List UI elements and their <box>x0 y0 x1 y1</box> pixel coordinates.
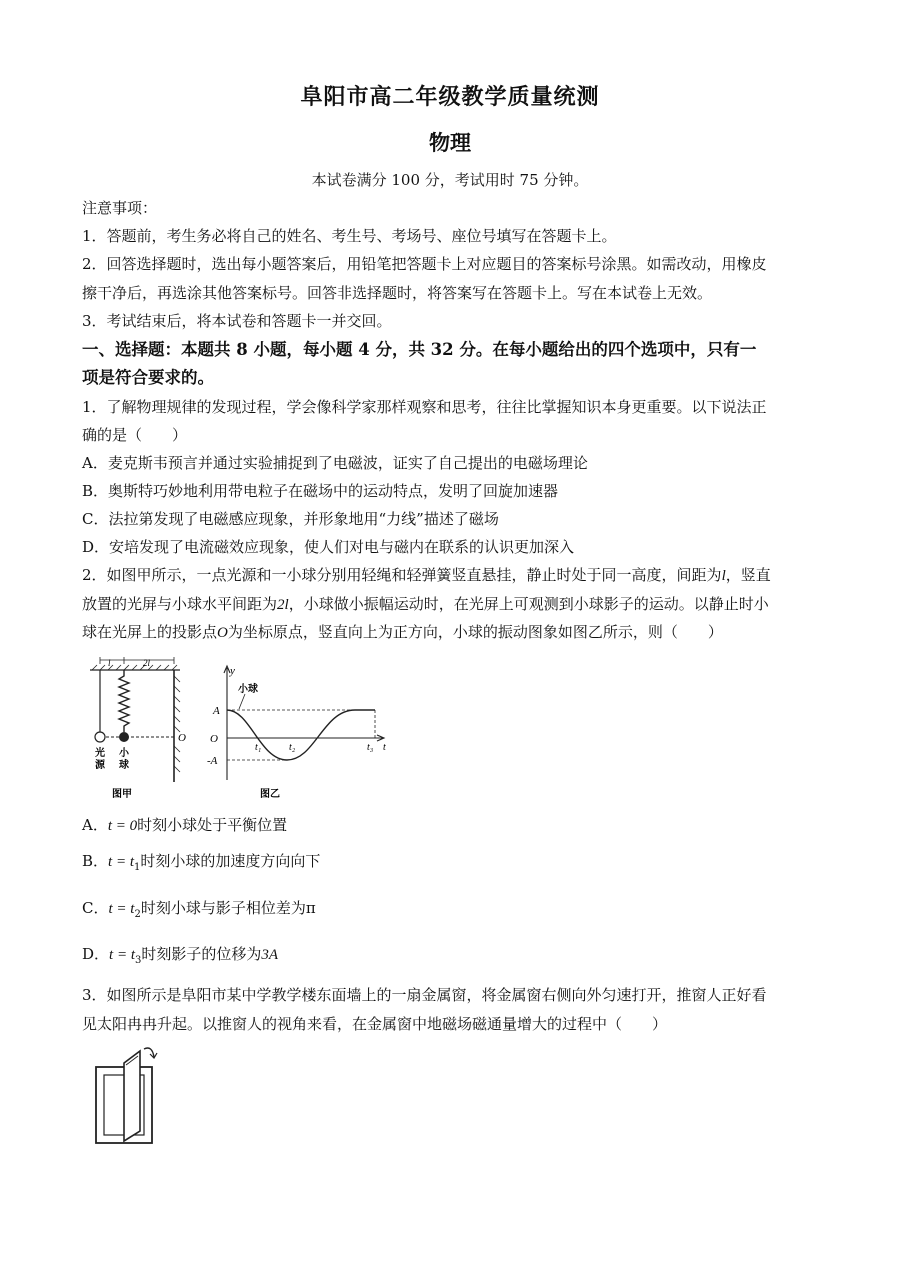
fig-a-source-label-1: 光 <box>95 748 105 759</box>
var-2l: 2l <box>277 597 289 613</box>
q1-option-d: D．安培发现了电流磁效应现象，使人们对电与磁内在联系的认识更加深入 <box>82 538 575 556</box>
fig-a-caption: 图甲 <box>112 789 132 800</box>
section-heading-line2: 项是符合要求的。 <box>82 368 214 387</box>
q1-option-b: B．奥斯特巧妙地利用带电粒子在磁场中的运动特点，发明了回旋加速器 <box>82 482 559 500</box>
q1-stem-line2: 确的是（ ） <box>82 426 188 444</box>
q3-stem-line2: 见太阳冉冉升起。以推窗人的视角来看，在金属窗中地磁场磁通量增大的过程中（ ） <box>82 1015 668 1033</box>
window-figure <box>90 1043 170 1149</box>
q2-option-a <box>82 815 822 836</box>
option-letter: C． <box>82 899 109 917</box>
exam-info: 本试卷满分 100 分，考试用时 75 分钟。 <box>311 171 589 189</box>
section-heading-line1: 一、选择题：本题共 8 小题，每小题 4 分，共 32 分。在每小题给出的四个选项中，只有一 <box>82 340 757 359</box>
q2-stem-text: 放置的光屏与小球水平间距为 <box>82 595 278 613</box>
fig-a-source-label-2: 源 <box>95 760 105 771</box>
q2-stem-line1 <box>82 565 822 586</box>
option-text: 时刻小球处于平衡位置 <box>137 816 288 834</box>
subscript: 3 <box>135 955 142 966</box>
note-item-3: 3．考试结束后，将本试卷和答题卡一并交回。 <box>82 312 392 330</box>
note-item-2: 2．回答选择题时，选出每小题答案后，用铅笔把答题卡上对应题目的答案标号涂黑。如需改动，用橡皮 <box>82 255 767 273</box>
q2-stem-text: 2．如图甲所示，一点光源和一小球分别用轻绳和轻弹簧竖直悬挂，静止时处于同一高度，间距为 <box>82 566 722 584</box>
fig-b-ball-label: 小球 <box>238 684 258 695</box>
q2-stem-text: 为坐标原点，竖直向上为正方向，小球的振动图象如图乙所示，则（ ） <box>227 623 723 641</box>
var-t: t <box>108 854 113 870</box>
q2-stem-line2 <box>82 594 822 615</box>
q2-option-b <box>82 851 822 878</box>
q1-stem-line1: 1．了解物理规律的发现过程，学会像科学家那样观察和思考，往往比掌握知识本身更重要。以下说法正 <box>82 398 767 416</box>
var-o: O <box>217 625 228 641</box>
option-text: 时刻影子的位移为 <box>141 945 262 963</box>
fig-b-t-axis-label: t <box>383 742 386 753</box>
option-letter: D． <box>82 945 110 963</box>
q2-stem-text: ，竖直 <box>725 566 771 584</box>
equation: = t <box>112 901 135 917</box>
var-t: t <box>108 901 113 917</box>
q1-option-a: A．麦克斯韦预言并通过实验捕捉到了电磁波，证实了自己提出的电磁场理论 <box>82 454 588 472</box>
exam-subject: 物理 <box>429 130 471 155</box>
q2-option-c <box>82 898 822 925</box>
fig-a-origin: O <box>178 732 186 744</box>
fig-a-ball-label-1: 小 <box>119 748 129 759</box>
fig-b-t1-label: t₁ <box>255 742 262 753</box>
note-item-2-cont: 擦干净后，再选涂其他答案标号。回答非选择题时，将答案写在答题卡上。写在本试卷上无效。 <box>82 284 713 302</box>
figure-b-graph <box>205 662 390 802</box>
fig-b-origin-label: O <box>210 733 218 745</box>
fig-b-amplitude-label: A <box>213 705 220 717</box>
q2-stem-line3 <box>82 622 822 643</box>
fig-a-label-l: l <box>108 658 111 668</box>
fig-b-caption: 图乙 <box>260 789 280 800</box>
q2-option-d <box>82 944 822 971</box>
var-l: l <box>721 568 726 584</box>
equation: = t <box>112 854 134 870</box>
value: 3A <box>261 947 279 963</box>
fig-b-t2-label: t₂ <box>289 742 296 753</box>
fig-b-neg-amplitude-label: -A <box>207 755 218 767</box>
var-t: t <box>107 818 113 834</box>
option-letter: B． <box>82 852 109 870</box>
q3-stem-line1: 3．如图所示是阜阳市某中学教学楼东面墙上的一扇金属窗，将金属窗右侧向外匀速打开，推窗人正好看 <box>82 986 767 1004</box>
equation: = t <box>113 947 135 963</box>
exam-title: 阜阳市高二年级教学质量统测 <box>300 84 600 110</box>
option-text: 时刻小球的加速度方向向下 <box>140 852 321 870</box>
subscript: 2 <box>134 909 141 920</box>
notes-heading: 注意事项： <box>82 199 158 217</box>
note-item-1: 1．答题前，考生务必将自己的姓名、考生号、考场号、座位号填写在答题卡上。 <box>82 227 617 245</box>
equation: = 0 <box>112 818 138 834</box>
var-t: t <box>109 947 114 963</box>
subscript: 1 <box>134 862 141 873</box>
figure-a-setup <box>86 656 196 801</box>
fig-a-label-2l: 2l <box>143 658 151 668</box>
option-letter: A． <box>82 816 108 834</box>
fig-b-y-label: y <box>230 665 235 677</box>
q1-option-c: C．法拉第发现了电磁感应现象，并形象地用“力线”描述了磁场 <box>82 510 499 528</box>
fig-a-ball-label-2: 球 <box>119 760 129 771</box>
q2-stem-text: ，小球做小振幅运动时，在光屏上可观测到小球影子的运动。以静止时小 <box>288 595 769 613</box>
option-text: 时刻小球与影子相位差为π <box>140 899 316 917</box>
fig-b-t3-label: t₃ <box>367 742 374 753</box>
q2-stem-text: 球在光屏上的投影点 <box>82 623 218 641</box>
